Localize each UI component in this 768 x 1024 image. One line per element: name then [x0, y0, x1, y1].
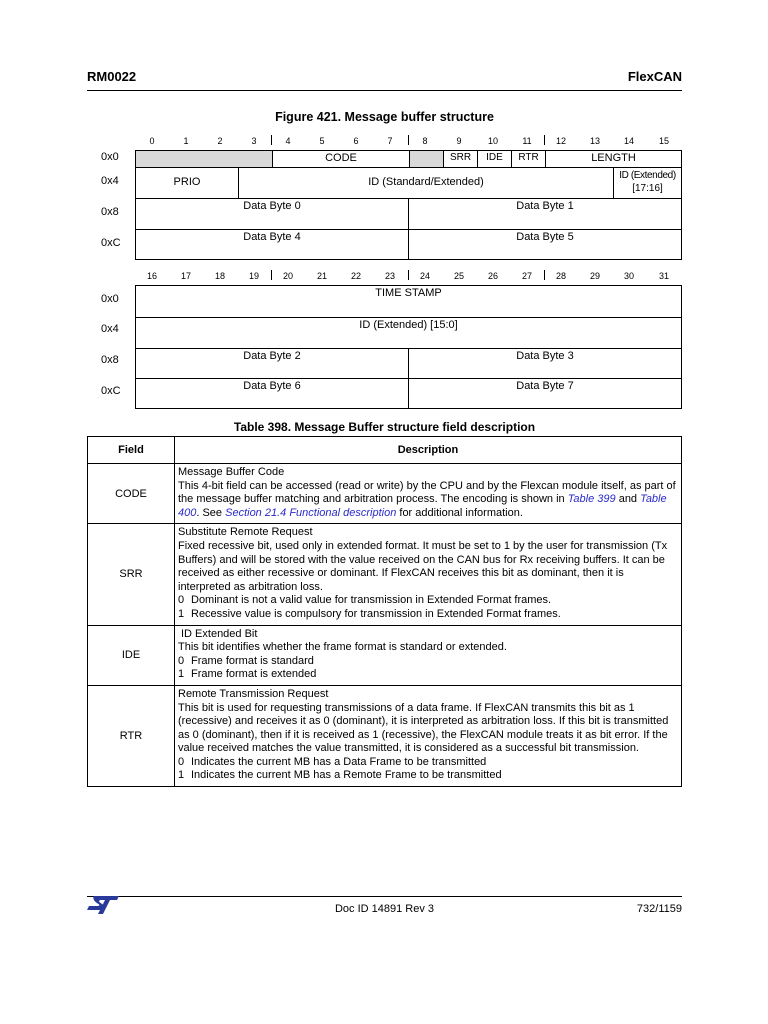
data-byte-5-field: Data Byte 5: [408, 230, 681, 259]
description-body: Fixed recessive bit, used only in extended format. It must be set to 1 by the user for transmission (Tx Buffers) and will be stored with the value received on the CAN bus for Rx receiving buffers. It can be received as either recessive or dominant. If FlexCAN receives this bit as dominant, then it is interpreted as arbitration loss.: [178, 539, 668, 593]
table-row: [88, 685, 682, 786]
data-byte-4-field: Data Byte 4: [243, 231, 301, 243]
description-body: This bit identifies whether the frame format is standard or extended.: [178, 641, 507, 654]
address-label: 0xC: [101, 237, 121, 249]
id-extended-15-0-field: ID (Extended) [15:0]: [359, 319, 458, 331]
prio-field: PRIO: [173, 176, 201, 188]
list-item-text: Indicates the current MB has a Data Frame to be transmitted: [191, 755, 487, 768]
header-rule: [87, 90, 682, 91]
bit-label: 16: [146, 271, 157, 281]
bit-label: 23: [384, 271, 395, 281]
bit-label: 29: [589, 271, 600, 281]
list-item-number: 0: [178, 654, 185, 667]
description-text: . See: [196, 506, 226, 519]
table-399-link[interactable]: Table 399: [567, 493, 616, 506]
bit-label: 28: [555, 271, 566, 281]
list-item-text: Dominant is not a valid value for transmission in Extended Format frames.: [191, 594, 552, 607]
list-item: [178, 668, 678, 682]
address-label: 0xC: [101, 385, 121, 397]
column-header-field: Field: [88, 437, 175, 464]
field-description: [175, 685, 682, 786]
message-buffer-word-low: [135, 285, 682, 409]
list-item: [178, 756, 678, 770]
description-heading: ID Extended Bit: [181, 627, 258, 640]
list-item-number: 1: [178, 668, 185, 681]
list-item-text: Recessive value is compulsory for transmission in Extended Format frames.: [191, 607, 561, 620]
bit-label: 26: [487, 271, 498, 281]
byte-divider-tick: [544, 135, 545, 145]
page-number: 732/1159: [636, 903, 682, 915]
address-label: 0x4: [101, 175, 119, 187]
table-title: Table 398. Message Buffer structure field description: [233, 420, 536, 434]
address-label: 0x0: [101, 293, 119, 305]
field-description: [175, 524, 682, 625]
data-byte-3-field: Data Byte 3: [408, 349, 681, 379]
section-21-4-link[interactable]: Section 21.4 Functional description: [225, 506, 397, 519]
bit-label: 10: [487, 136, 498, 146]
byte-divider-tick: [271, 270, 272, 280]
section-name: FlexCAN: [627, 69, 682, 84]
address-label: 0x0: [101, 151, 119, 163]
data-byte-6-field: Data Byte 6: [243, 380, 301, 392]
bit-label: 14: [623, 136, 634, 146]
bit-label: 1: [183, 136, 189, 146]
id-extended-17-16-field: [613, 168, 681, 198]
field-description: [175, 464, 682, 524]
bit-label: 11: [522, 136, 532, 146]
list-item-text: Indicates the current MB has a Remote Frame to be transmitted: [191, 769, 502, 782]
bit-label: 2: [217, 136, 223, 146]
bit-label: 13: [589, 136, 600, 146]
length-field: LENGTH: [545, 151, 681, 167]
bit-label: 0: [149, 136, 155, 146]
id-standard-extended-field: ID (Standard/Extended): [238, 168, 613, 198]
field-description: [175, 625, 682, 685]
description-text: and: [615, 493, 641, 506]
description-text: for additional information.: [396, 506, 523, 519]
bit-label: 31: [658, 271, 669, 281]
bit-label: 24: [419, 271, 430, 281]
reserved-field: [409, 151, 443, 167]
list-item-number: 1: [178, 769, 185, 782]
byte-divider-tick: [544, 270, 545, 280]
bit-label: 8: [422, 136, 428, 146]
rtr-field: RTR: [511, 151, 545, 167]
field-name: CODE: [88, 464, 175, 524]
data-byte-7-field: Data Byte 7: [408, 379, 681, 408]
bit-label: 22: [350, 271, 361, 281]
field-name: IDE: [88, 625, 175, 685]
code-field: CODE: [272, 151, 409, 167]
bit-label: 17: [180, 271, 191, 281]
bit-label: 30: [623, 271, 634, 281]
description-heading: Message Buffer Code: [178, 466, 285, 478]
list-item-text: Frame format is extended: [191, 668, 317, 681]
bit-label: 9: [456, 136, 462, 146]
description-heading: Substitute Remote Request: [178, 526, 313, 539]
figure-title: Figure 421. Message buffer structure: [275, 110, 494, 124]
bit-label: 15: [658, 136, 669, 146]
table-header-row: [88, 437, 682, 464]
list-item-number: 1: [178, 607, 185, 620]
bit-label: 7: [387, 136, 393, 146]
data-byte-1-field: Data Byte 1: [408, 199, 681, 229]
bit-label: 27: [521, 271, 532, 281]
column-header-description: Description: [175, 437, 682, 464]
field-name: SRR: [88, 524, 175, 625]
list-item: [178, 769, 678, 783]
bit-label: 6: [353, 136, 359, 146]
id-extended-label: ID (Extended): [619, 170, 676, 181]
list-item-text: Frame format is standard: [191, 654, 314, 667]
bit-label: 3: [251, 136, 257, 146]
address-label: 0x4: [101, 323, 119, 335]
address-label: 0x8: [101, 206, 119, 218]
message-buffer-word-high: [135, 150, 682, 260]
address-label: 0x8: [101, 354, 119, 366]
byte-divider-tick: [408, 270, 409, 280]
doc-id: Doc ID 14891 Rev 3: [334, 903, 435, 915]
srr-field: SRR: [443, 151, 477, 167]
bit-label: 20: [282, 271, 293, 281]
doc-code: RM0022: [87, 69, 137, 84]
table-400-link[interactable]: Table 400: [178, 493, 667, 519]
table-row: [88, 524, 682, 625]
description-body: This bit is used for requesting transmissions of a data frame. If FlexCAN transmits this bit as 1 (recessive) and receives it as 0 (dominant), it is interpreted as arbitration loss. If this bit is transmitted as 0 (dominant), then if it is received as 1 (recessive), the FlexCAN module treats it as bit error. If the value received matches the value transmitted, it is considered as a successful bit transmission.: [178, 701, 669, 755]
description-text: This 4-bit field can be accessed (read or write) by the CPU and by the Flexcan module itself, as part of the message buffer matching and arbitration process. The encoding is shown in: [178, 479, 676, 506]
list-item: [178, 594, 678, 608]
bit-label: 12: [555, 136, 566, 146]
footer-rule: [87, 896, 682, 897]
bit-label: 25: [453, 271, 464, 281]
list-item-number: 0: [178, 755, 185, 768]
list-item: [178, 655, 678, 669]
bit-label: 19: [248, 271, 259, 281]
data-byte-0-field: Data Byte 0: [243, 200, 301, 212]
bit-label: 21: [316, 271, 327, 281]
field-name: RTR: [88, 685, 175, 786]
id-extended-bits: [17:16]: [632, 183, 663, 194]
field-description-table: [87, 436, 682, 787]
table-row: [88, 625, 682, 685]
list-item-number: 0: [178, 594, 185, 607]
reserved-field: [136, 151, 272, 167]
description-heading: Remote Transmission Request: [178, 687, 329, 700]
bit-label: 4: [285, 136, 291, 146]
bit-label: 5: [319, 136, 325, 146]
bit-label: 18: [214, 271, 225, 281]
description-body: [178, 480, 678, 521]
byte-divider-tick: [271, 135, 272, 145]
list-item: [178, 608, 678, 622]
byte-divider-tick: [408, 135, 409, 145]
table-row: [88, 464, 682, 524]
data-byte-2-field: Data Byte 2: [243, 350, 301, 362]
ide-field: IDE: [477, 151, 511, 167]
time-stamp-field: TIME STAMP: [375, 287, 442, 299]
